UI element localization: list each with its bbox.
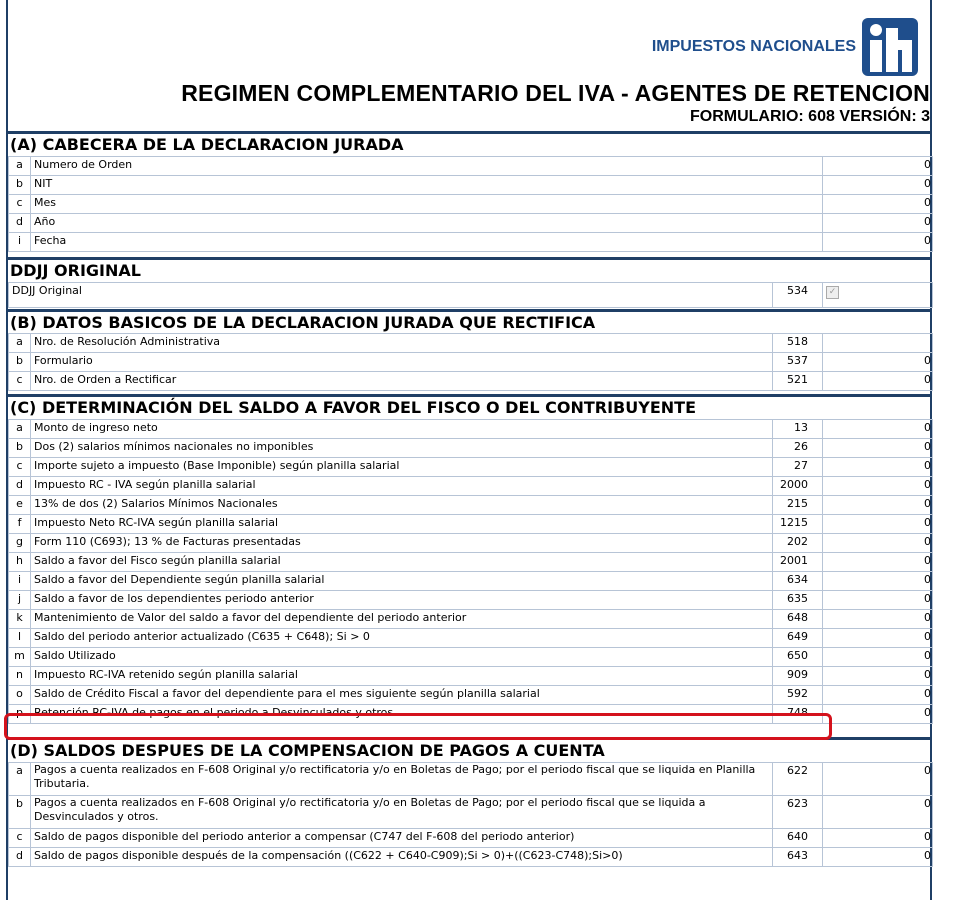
value-field[interactable]: 0 [823,477,933,496]
row-label: Saldo de pagos disponible del periodo anterior a compensar (C747 del F-608 del periodo anterior) [31,829,773,848]
value-field[interactable]: 0 [823,458,933,477]
table-row [9,458,933,477]
table-row [9,214,933,233]
row-letter: c [9,372,31,391]
table-row [9,334,933,353]
row-letter: m [9,648,31,667]
value-field[interactable]: 0 [823,610,933,629]
section-d-table [8,762,933,867]
row-letter: d [9,214,31,233]
field-code: 650 [773,648,823,667]
row-label: Saldo a favor del Fisco según planilla salarial [31,553,773,572]
table-row [9,372,933,391]
row-label: Saldo de Crédito Fiscal a favor del dependiente para el mes siguiente según planilla salarial [31,686,773,705]
field-code: 623 [773,796,823,829]
table-row [9,648,933,667]
table-row [9,353,933,372]
field-code: 518 [773,334,823,353]
row-label: Retención RC-IVA de pagos en el periodo a Desvinculados y otros [31,705,773,724]
value-field[interactable]: 0 [823,157,933,176]
value-field[interactable]: 0 [823,763,933,796]
value-field[interactable]: 0 [823,829,933,848]
table-row [9,496,933,515]
field-code: 13 [773,420,823,439]
field-code: 648 [773,610,823,629]
field-code: 2001 [773,553,823,572]
section-a-title: (A) CABECERA DE LA DECLARACION JURADA [10,135,404,154]
form-header [8,0,932,131]
row-label: 13% de dos (2) Salarios Mínimos Nacionales [31,496,773,515]
field-code: 592 [773,686,823,705]
table-row [9,610,933,629]
value-field[interactable]: 0 [823,705,933,724]
section-divider [8,394,932,397]
value-field[interactable]: 0 [823,796,933,829]
checkmark-icon: ✓ [826,286,839,299]
section-c-title: (C) DETERMINACIÓN DEL SALDO A FAVOR DEL FISCO O DEL CONTRIBUYENTE [10,398,696,417]
row-letter: a [9,334,31,353]
section-divider [8,309,932,312]
row-label: Saldo a favor del Dependiente según planilla salarial [31,572,773,591]
field-code: 748 [773,705,823,724]
row-label: Saldo a favor de los dependientes periodo anterior [31,591,773,610]
ddjj-table [8,282,933,308]
value-field[interactable]: 0 [823,648,933,667]
section-a-table [8,156,933,252]
row-letter: i [9,572,31,591]
row-letter: i [9,233,31,252]
table-row [9,420,933,439]
row-letter: f [9,515,31,534]
row-letter: g [9,534,31,553]
row-label: NIT [31,176,823,195]
row-letter: b [9,439,31,458]
value-field[interactable]: 0 [823,214,933,233]
value-field[interactable] [823,334,933,353]
row-letter: e [9,496,31,515]
row-label: Formulario [31,353,773,372]
row-letter: n [9,667,31,686]
value-field[interactable]: 0 [823,553,933,572]
row-letter: k [9,610,31,629]
field-code: 635 [773,591,823,610]
table-row [9,176,933,195]
row-label: Monto de ingreso neto [31,420,773,439]
row-label: Pagos a cuenta realizados en F-608 Original y/o rectificatoria y/o en Boletas de Pago; por el periodo fiscal que se liquida en Planilla Tributaria. [31,763,773,796]
value-field[interactable]: 0 [823,667,933,686]
table-row [9,534,933,553]
section-divider [8,257,932,260]
table-row [9,686,933,705]
table-row [9,848,933,867]
row-letter: j [9,591,31,610]
value-field[interactable]: 0 [823,195,933,214]
ddjj-original-checkbox[interactable] [823,283,933,308]
row-letter: a [9,420,31,439]
value-field[interactable]: 0 [823,591,933,610]
table-row [9,195,933,214]
field-code: 215 [773,496,823,515]
value-field[interactable]: 0 [823,848,933,867]
table-row [9,629,933,648]
form-subtitle: FORMULARIO: 608 VERSIÓN: 3 [689,108,930,125]
field-code: 27 [773,458,823,477]
field-code: 26 [773,439,823,458]
section-c-table [8,419,933,724]
value-field[interactable]: 0 [823,572,933,591]
field-code: 2000 [773,477,823,496]
field-code: 202 [773,534,823,553]
field-code: 909 [773,667,823,686]
form-title: REGIMEN COMPLEMENTARIO DEL IVA - AGENTES DE RETENCION [181,80,930,106]
row-letter: l [9,629,31,648]
row-letter: c [9,829,31,848]
row-letter: o [9,686,31,705]
row-letter: d [9,848,31,867]
row-letter: c [9,195,31,214]
table-row [9,829,933,848]
row-label: Año [31,214,823,233]
section-divider [8,131,932,134]
value-field[interactable]: 0 [823,686,933,705]
row-letter: c [9,458,31,477]
field-code: 634 [773,572,823,591]
value-field[interactable]: 0 [823,176,933,195]
table-row [9,796,933,829]
ddjj-title: DDJJ ORIGINAL [10,261,141,280]
table-row [9,233,933,252]
section-b-title: (B) DATOS BASICOS DE LA DECLARACION JURADA QUE RECTIFICA [10,313,596,332]
row-label: Saldo Utilizado [31,648,773,667]
row-label: Dos (2) salarios mínimos nacionales no imponibles [31,439,773,458]
table-row [9,667,933,686]
highlight-annotation [4,713,832,740]
table-row [9,553,933,572]
field-code: 649 [773,629,823,648]
value-field[interactable]: 0 [823,372,933,391]
value-field[interactable]: 0 [823,353,933,372]
section-b-table [8,333,933,391]
field-code: 521 [773,372,823,391]
section-d-title: (D) SALDOS DESPUES DE LA COMPENSACION DE PAGOS A CUENTA [10,741,605,760]
field-code: 537 [773,353,823,372]
table-row [9,572,933,591]
row-label: Fecha [31,233,823,252]
ddjj-label: DDJJ Original [9,283,773,308]
row-label: Saldo del periodo anterior actualizado (C635 + C648); Si > 0 [31,629,773,648]
row-label: Impuesto RC-IVA retenido según planilla salarial [31,667,773,686]
row-label: Impuesto Neto RC-IVA según planilla salarial [31,515,773,534]
row-letter: b [9,353,31,372]
row-letter: a [9,763,31,796]
value-field[interactable]: 0 [823,233,933,252]
row-letter: h [9,553,31,572]
row-letter: p [9,705,31,724]
table-row [9,477,933,496]
row-letter: a [9,157,31,176]
row-label: Mes [31,195,823,214]
value-field[interactable]: 0 [823,534,933,553]
value-field[interactable]: 0 [823,496,933,515]
field-code: 1215 [773,515,823,534]
row-letter: b [9,796,31,829]
row-label: Importe sujeto a impuesto (Base Imponible) según planilla salarial [31,458,773,477]
value-field[interactable]: 0 [823,629,933,648]
row-letter: b [9,176,31,195]
row-label: Numero de Orden [31,157,823,176]
value-field[interactable]: 0 [823,515,933,534]
table-row [9,283,933,308]
table-row [9,515,933,534]
row-label: Nro. de Resolución Administrativa [31,334,773,353]
field-code: 640 [773,829,823,848]
impuestos-logo-icon [862,18,918,76]
row-label: Saldo de pagos disponible después de la compensación ((C622 + C640-C909);Si > 0)+((C623-C748);Si>0) [31,848,773,867]
field-code: 643 [773,848,823,867]
table-row [9,157,933,176]
row-label: Pagos a cuenta realizados en F-608 Original y/o rectificatoria y/o en Boletas de Pago; por el periodo fiscal que se liquida a Desvinculados y otros. [31,796,773,829]
value-field[interactable]: 0 [823,420,933,439]
table-row [9,439,933,458]
field-code: 622 [773,763,823,796]
row-letter: d [9,477,31,496]
value-field[interactable]: 0 [823,439,933,458]
brand-name: IMPUESTOS NACIONALES [651,38,856,55]
table-row [9,763,933,796]
row-label: Impuesto RC - IVA según planilla salarial [31,477,773,496]
row-label: Form 110 (C693); 13 % de Facturas presentadas [31,534,773,553]
row-label: Nro. de Orden a Rectificar [31,372,773,391]
row-label: Mantenimiento de Valor del saldo a favor del dependiente del periodo anterior [31,610,773,629]
field-code: 534 [773,283,823,308]
table-row [9,591,933,610]
